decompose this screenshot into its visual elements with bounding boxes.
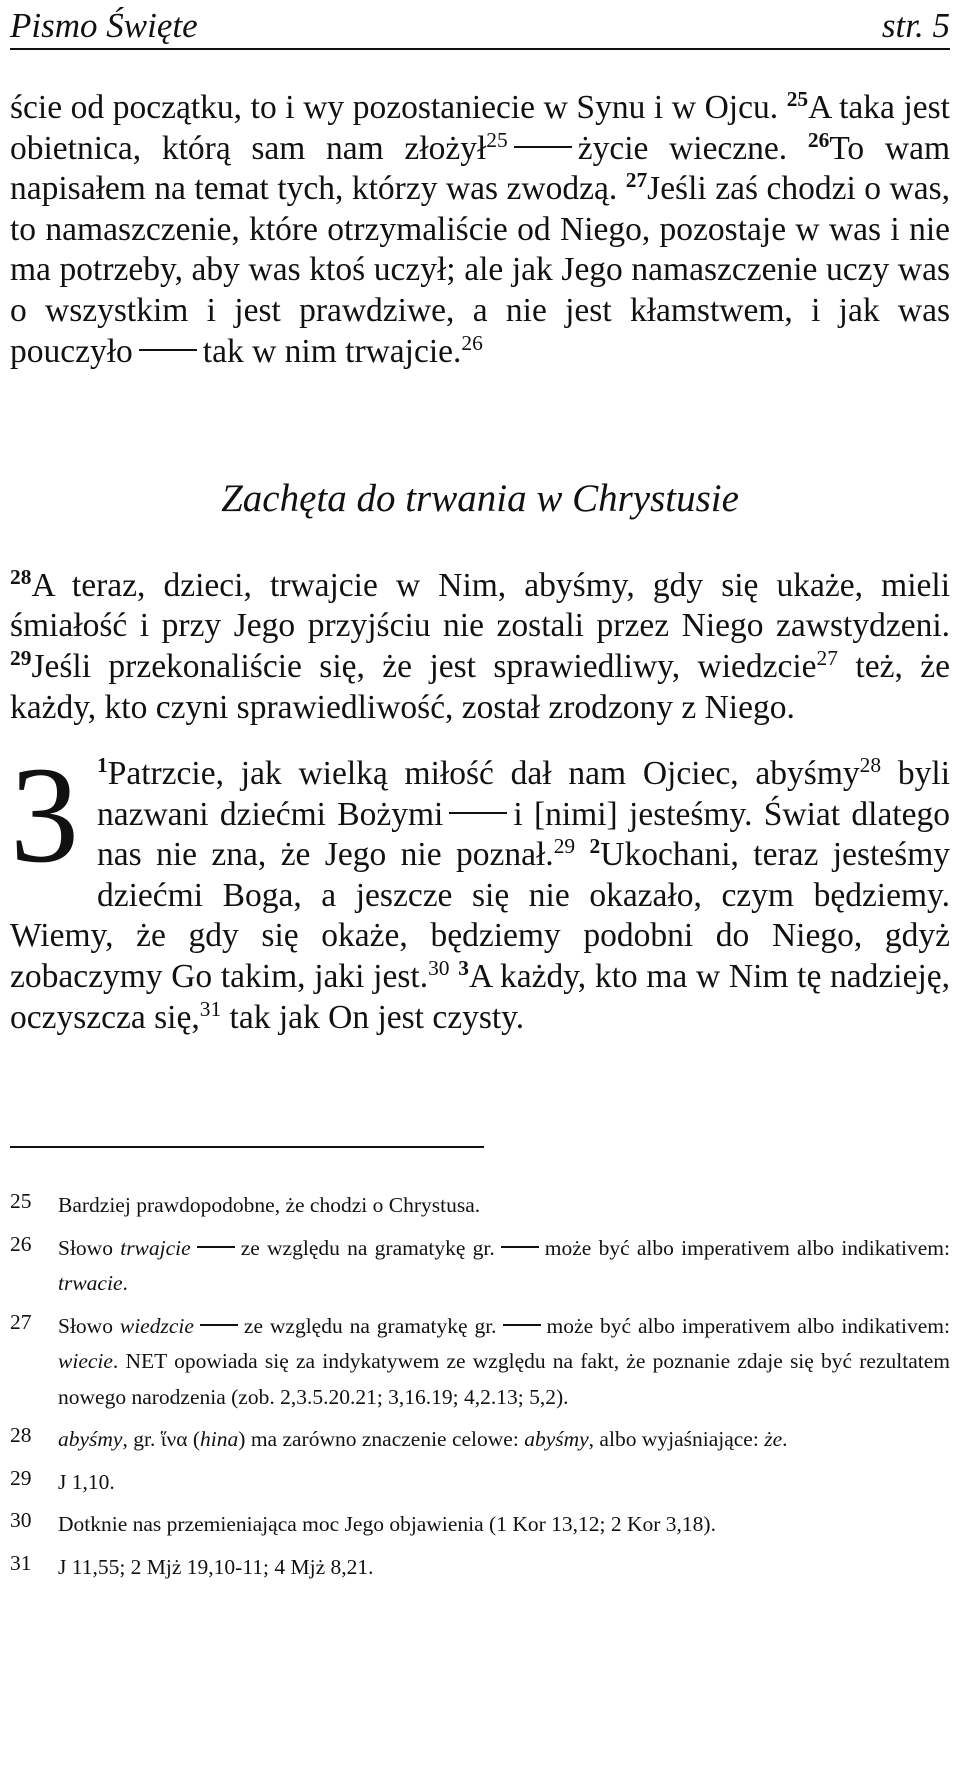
footnote-ref: 27 — [816, 646, 838, 671]
verse-number: 29 — [10, 646, 32, 671]
verse-number: 2 — [589, 834, 601, 859]
text-run: tak w nim trwajcie. — [202, 332, 462, 370]
footnote-text: ze względu na gramatykę gr. — [240, 1235, 495, 1260]
text-run: ście od początku, to i wy pozostaniecie w Synu i w Ojcu. — [10, 89, 787, 126]
footnote-separator — [10, 1146, 484, 1148]
verse-number: 1 — [97, 753, 108, 778]
footnote-text: Słowo — [58, 1313, 120, 1338]
footnote-ref: 28 — [859, 753, 882, 778]
paragraph-1 — [10, 88, 950, 372]
text-run: A teraz, dzieci, trwajcie w Nim, abyśmy, gdy się ukaże, mieli śmiałość i przy Jego przyjściu nie zostali przez Niego zawstydzeni. — [10, 566, 950, 645]
footnote-text: ze względu na gramatykę gr. — [243, 1313, 497, 1338]
footnote-text: , gr. — [122, 1427, 161, 1451]
footnote-number: 26 — [10, 1231, 32, 1256]
footnote-italic: że — [764, 1427, 783, 1451]
footnote-item — [10, 1188, 950, 1224]
text-run: Jeśli zaś chodzi o was, to namaszczenie, które otrzymaliście od Niego, pozostaje w was i nie ma potrzeby, aby was ktoś uczył; ale jak Jego namaszczenie uczy was o wszystkim i jest prawdziwe, a nie jest kłamstwem, i jak was pouczyło — [10, 170, 950, 370]
footnote-number: 31 — [10, 1550, 32, 1575]
footnote-text: . — [782, 1427, 788, 1451]
em-dash — [197, 1246, 235, 1248]
paragraph-2 — [10, 532, 950, 762]
greek-word: ἵνα — [160, 1427, 188, 1451]
footnote-item — [10, 1507, 950, 1543]
footnote-number: 28 — [10, 1423, 32, 1447]
footnote-italic: wiecie — [58, 1349, 113, 1373]
footnote-italic: hina — [200, 1427, 239, 1451]
verse-number: 3 — [458, 956, 469, 981]
footnote-ref: 31 — [199, 996, 222, 1021]
em-dash — [514, 146, 572, 148]
footnote-number: 27 — [10, 1309, 32, 1334]
em-dash — [200, 1324, 238, 1326]
text-run: tak jak On jest czysty. — [221, 998, 525, 1036]
footnote-ref: 29 — [553, 834, 576, 859]
footnote-text: J 1,10. — [58, 1469, 115, 1494]
text-run: Ukochani, teraz jesteśmy dziećmi Boga, a jeszcze się nie okazało, czym będziemy. Wiemy, że gdy się okaże, będziemy podobni do Niego, gdyż zobaczymy Go takim, jaki jest. — [10, 836, 951, 995]
footnote-text: . — [122, 1271, 128, 1295]
verse-number: 28 — [10, 564, 32, 589]
footnote-item — [10, 1465, 950, 1501]
footnote-text: Dotknie nas przemieniająca moc Jego objawienia (1 Kor 13,12; 2 Kor 3,18). — [58, 1512, 716, 1536]
footnote-text: może być albo imperativem albo indikativem: — [544, 1235, 951, 1260]
footnote-text: J 11,55; 2 Mjż 19,10-11; 4 Mjż 8,21. — [58, 1554, 374, 1579]
text-run: Jeśli przekonaliście się, że jest sprawiedliwy, wiedzcie — [31, 648, 817, 686]
em-dash — [503, 1324, 541, 1326]
em-dash — [139, 349, 197, 351]
footnote-text: ) ma zarówno znaczenie celowe: — [238, 1427, 525, 1451]
footnote-ref: 25 — [486, 127, 508, 152]
footnote-text: może być albo imperativem albo indikativem: — [546, 1313, 950, 1338]
verse-number: 25 — [786, 87, 809, 112]
page-number: str. 5 — [881, 6, 950, 45]
book-title: Pismo Święte — [10, 6, 198, 45]
footnote-italic: abyśmy — [58, 1427, 123, 1451]
text-run: i [nimi] jesteśmy. Świat dlatego nas nie zna, że Jego nie poznał. — [97, 795, 950, 874]
text-run: też, że każdy, kto czyni sprawiedliwość, został zrodzony z Niego. — [10, 648, 950, 726]
footnote-number: 25 — [10, 1189, 32, 1213]
footnote-number: 30 — [10, 1508, 32, 1532]
footnote-italic: abyśmy — [524, 1427, 589, 1451]
em-dash — [501, 1246, 539, 1248]
footnote-text: . NET opowiada się za indykatywem ze względu na fakt, że poznanie zdaje się być rezultatem nowego narodzenia (zob. 2,3.5.20.21; 3,16.19; 4,2.13; 5,2). — [58, 1349, 950, 1409]
footnote-text: Słowo — [58, 1235, 121, 1260]
em-dash — [449, 812, 507, 814]
footnote-text: , albo wyjaśniające: — [588, 1427, 765, 1451]
chapter-3-paragraph — [10, 738, 951, 1038]
footnote-italic: wiedzcie — [119, 1313, 194, 1338]
text-run: Patrzcie, jak wielką miłość dał nam Ojciec, abyśmy — [107, 755, 860, 792]
footnote-text: Bardziej prawdopodobne, że chodzi o Chrystusa. — [58, 1193, 481, 1217]
footnote-ref: 26 — [461, 330, 483, 355]
verse-number: 26 — [807, 127, 830, 152]
section-heading: Zachęta do trwania w Chrystusie — [221, 477, 739, 520]
chapter-number: 3 — [10, 738, 79, 891]
text-run: byli nazwani dziećmi Bożymi — [97, 755, 950, 833]
verse-number: 27 — [625, 168, 648, 193]
footnote-ref: 30 — [428, 956, 450, 981]
footnote-italic: trwacie — [58, 1271, 123, 1295]
footnote-number: 29 — [10, 1465, 32, 1490]
text-run: To wam napisałem na temat tych, którzy was zwodzą. — [10, 129, 951, 208]
footnote-italic: trwajcie — [120, 1235, 191, 1260]
footnote-item — [10, 1422, 950, 1458]
text-run: życie wieczne. — [577, 129, 808, 167]
text-run: A każdy, kto ma w Nim tę nadzieję, oczyszcza się, — [10, 957, 950, 1036]
footnote-item — [10, 1309, 950, 1416]
footnote-item — [10, 1231, 950, 1302]
footnotes — [10, 1188, 950, 1585]
running-header — [10, 4, 950, 50]
text-run: A taka jest obietnica, którą sam nam złożył — [10, 89, 950, 167]
footnote-text: ( — [187, 1427, 201, 1451]
footnote-item — [10, 1550, 950, 1586]
